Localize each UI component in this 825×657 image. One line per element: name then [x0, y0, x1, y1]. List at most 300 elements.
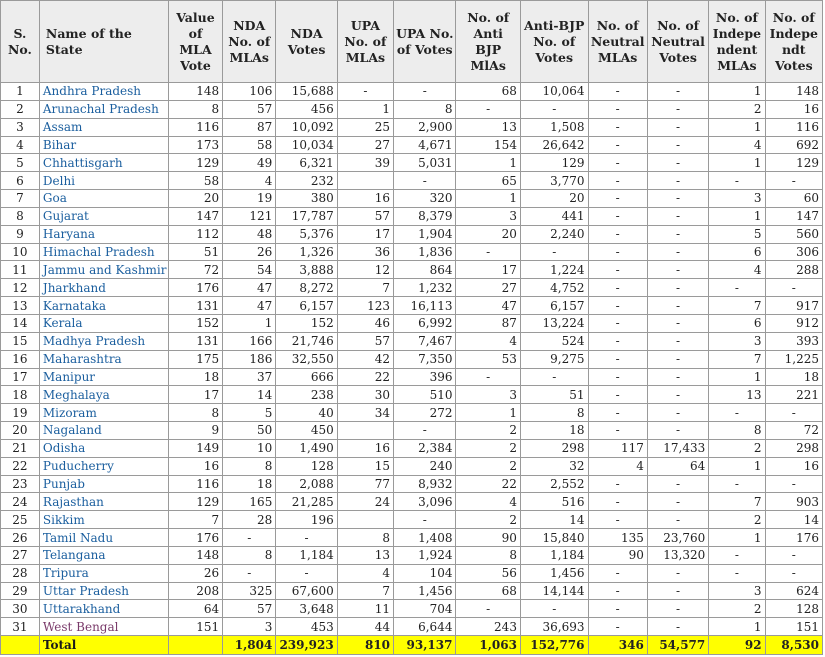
cell-nda-votes: 238 [276, 386, 337, 404]
cell-neutral-votes: - [647, 261, 708, 279]
cell-sno: 11 [1, 261, 40, 279]
cell-mla-vote-value: 51 [168, 243, 222, 261]
cell-anti-bjp-mlas: 90 [456, 529, 520, 547]
cell-anti-bjp-votes: 9,275 [520, 350, 588, 368]
table-row [1, 207, 823, 225]
cell-sno: 1 [1, 83, 40, 101]
cell-mla-vote-value: 16 [168, 457, 222, 475]
cell-independent-mlas: 1 [709, 529, 765, 547]
cell-neutral-mlas: - [588, 118, 647, 136]
cell-anti-bjp-mlas: 4 [456, 493, 520, 511]
cell-neutral-mlas: - [588, 279, 647, 297]
cell-upa-mlas: 77 [337, 475, 393, 493]
cell-independent-mlas: 3 [709, 332, 765, 350]
cell-upa-mlas: - [337, 83, 393, 101]
cell-independent-mlas: 1 [709, 368, 765, 386]
table-row [1, 83, 823, 101]
cell-nda-mlas: - [223, 564, 276, 582]
cell-state[interactable]: Kerala [39, 314, 168, 332]
cell-upa-mlas: 7 [337, 582, 393, 600]
cell-anti-bjp-votes: 129 [520, 154, 588, 172]
cell-neutral-mlas: 135 [588, 529, 647, 547]
cell-independent-votes: 298 [765, 439, 822, 457]
cell-nda-votes: 196 [276, 511, 337, 529]
cell-mla-vote-value: 131 [168, 332, 222, 350]
cell-sno: 17 [1, 368, 40, 386]
cell-neutral-mlas: - [588, 172, 647, 190]
cell-independent-mlas: 3 [709, 582, 765, 600]
cell-anti-bjp-votes: - [520, 600, 588, 618]
cell-nda-votes: 380 [276, 190, 337, 208]
cell-upa-mlas: 25 [337, 118, 393, 136]
cell-neutral-mlas: - [588, 83, 647, 101]
cell-independent-votes: - [765, 564, 822, 582]
cell-upa-votes: 396 [394, 368, 456, 386]
cell-upa-mlas: 24 [337, 493, 393, 511]
cell-state[interactable]: Punjab [39, 475, 168, 493]
cell-state[interactable]: Sikkim [39, 511, 168, 529]
cell-nda-mlas: 8 [223, 546, 276, 564]
cell-neutral-votes: - [647, 422, 708, 440]
cell-independent-mlas: 1 [709, 83, 765, 101]
cell-upa-mlas [337, 511, 393, 529]
cell-neutral-mlas: - [588, 154, 647, 172]
cell-anti-bjp-mlas: 154 [456, 136, 520, 154]
cell-anti-bjp-votes: 20 [520, 190, 588, 208]
cell-anti-bjp-votes: - [520, 100, 588, 118]
cell-upa-mlas: 8 [337, 529, 393, 547]
cell-anti-bjp-mlas: 2 [456, 422, 520, 440]
cell-state[interactable]: Meghalaya [39, 386, 168, 404]
cell-neutral-votes: - [647, 225, 708, 243]
cell-mla-vote-value: 147 [168, 207, 222, 225]
cell-nda-votes: 21,746 [276, 332, 337, 350]
cell-neutral-votes: 17,433 [647, 439, 708, 457]
cell-state[interactable]: Telangana [39, 546, 168, 564]
cell-nda-mlas: 26 [223, 243, 276, 261]
cell-neutral-votes: - [647, 83, 708, 101]
cell-sno: 19 [1, 404, 40, 422]
cell-independent-votes: - [765, 279, 822, 297]
cell-upa-votes: 272 [394, 404, 456, 422]
cell-anti-bjp-mlas: 1 [456, 404, 520, 422]
cell-neutral-votes: - [647, 136, 708, 154]
cell-independent-votes: 288 [765, 261, 822, 279]
cell-neutral-mlas: - [588, 100, 647, 118]
cell-independent-votes: 116 [765, 118, 822, 136]
cell-upa-mlas: 30 [337, 386, 393, 404]
cell-anti-bjp-votes: 1,456 [520, 564, 588, 582]
cell-neutral-mlas: - [588, 618, 647, 636]
cell-upa-votes: 6,992 [394, 314, 456, 332]
cell-sno: 28 [1, 564, 40, 582]
cell-state[interactable]: Tripura [39, 564, 168, 582]
cell-neutral-mlas: - [588, 493, 647, 511]
cell-anti-bjp-votes: 13,224 [520, 314, 588, 332]
cell-upa-mlas: 36 [337, 243, 393, 261]
cell-state[interactable]: Andhra Pradesh [39, 83, 168, 101]
cell-anti-bjp-mlas: 2 [456, 439, 520, 457]
cell-independent-mlas: 3 [709, 190, 765, 208]
cell-state[interactable]: Himachal Pradesh [39, 243, 168, 261]
cell-neutral-votes: - [647, 493, 708, 511]
cell-independent-votes: 14 [765, 511, 822, 529]
cell-anti-bjp-mlas: 68 [456, 582, 520, 600]
cell-upa-votes: 1,408 [394, 529, 456, 547]
cell-upa-mlas: 13 [337, 546, 393, 564]
cell-state[interactable]: Manipur [39, 368, 168, 386]
cell-neutral-mlas: - [588, 600, 647, 618]
cell-independent-mlas: 2 [709, 100, 765, 118]
cell-state[interactable]: Uttarakhand [39, 600, 168, 618]
cell-neutral-votes: - [647, 600, 708, 618]
cell-independent-mlas: 4 [709, 261, 765, 279]
table-row [1, 457, 823, 475]
cell-anti-bjp-mlas: - [456, 600, 520, 618]
cell-mla-vote-value: 131 [168, 297, 222, 315]
cell-state[interactable]: Assam [39, 118, 168, 136]
cell-independent-votes: 560 [765, 225, 822, 243]
cell-neutral-votes: - [647, 243, 708, 261]
cell-independent-mlas: 1 [709, 457, 765, 475]
cell-independent-votes: - [765, 404, 822, 422]
cell-independent-mlas: - [709, 564, 765, 582]
cell-neutral-votes: 23,760 [647, 529, 708, 547]
cell-anti-bjp-mlas: 1 [456, 154, 520, 172]
cell-nda-mlas: 47 [223, 297, 276, 315]
table-row [1, 350, 823, 368]
table-row [1, 172, 823, 190]
cell-upa-votes: 1,232 [394, 279, 456, 297]
cell-anti-bjp-votes: - [520, 368, 588, 386]
cell-independent-mlas: 6 [709, 314, 765, 332]
cell-neutral-votes: - [647, 100, 708, 118]
cell-neutral-votes: - [647, 118, 708, 136]
cell-neutral-mlas: - [588, 386, 647, 404]
header-nda-votes: NDA Votes [276, 1, 337, 83]
cell-anti-bjp-votes: 3,770 [520, 172, 588, 190]
cell-anti-bjp-mlas: 13 [456, 118, 520, 136]
cell-nda-votes: 6,321 [276, 154, 337, 172]
table-row [1, 404, 823, 422]
cell-independent-mlas: 7 [709, 350, 765, 368]
cell-sno: 21 [1, 439, 40, 457]
cell-nda-mlas: 49 [223, 154, 276, 172]
table-row [1, 136, 823, 154]
cell-state[interactable]: Puducherry [39, 457, 168, 475]
table-row [1, 332, 823, 350]
cell-anti-bjp-votes: 1,508 [520, 118, 588, 136]
cell-upa-mlas: 27 [337, 136, 393, 154]
cell-state[interactable]: Karnataka [39, 297, 168, 315]
cell-nda-mlas: - [223, 529, 276, 547]
cell-state[interactable]: Bihar [39, 136, 168, 154]
cell-upa-mlas: 39 [337, 154, 393, 172]
cell-mla-vote-value: 17 [168, 386, 222, 404]
cell-independent-mlas: 2 [709, 439, 765, 457]
cell-independent-mlas: 5 [709, 225, 765, 243]
header-nda-mlas: NDA No. of MLAs [223, 1, 276, 83]
cell-state[interactable]: Arunachal Pradesh [39, 100, 168, 118]
cell-state[interactable]: Gujarat [39, 207, 168, 225]
cell-sno: 29 [1, 582, 40, 600]
cell-upa-mlas: 57 [337, 332, 393, 350]
cell-nda-mlas: 48 [223, 225, 276, 243]
cell-mla-vote-value: 176 [168, 279, 222, 297]
cell-neutral-mlas: - [588, 564, 647, 582]
cell-independent-mlas: 1 [709, 207, 765, 225]
cell-mla-vote-value: 8 [168, 404, 222, 422]
cell-sno: 8 [1, 207, 40, 225]
cell-independent-votes: 16 [765, 457, 822, 475]
cell-sno [1, 636, 40, 655]
cell-neutral-mlas: 117 [588, 439, 647, 457]
cell-nda-mlas: 121 [223, 207, 276, 225]
cell-anti-bjp-votes: 1,224 [520, 261, 588, 279]
cell-upa-votes: 8,379 [394, 207, 456, 225]
cell-mla-vote-value: 129 [168, 493, 222, 511]
cell-independent-mlas: - [709, 475, 765, 493]
table-row [1, 100, 823, 118]
cell-anti-bjp-mlas: 2 [456, 457, 520, 475]
cell-independent-votes: - [765, 172, 822, 190]
cell-mla-vote-value: 8 [168, 100, 222, 118]
cell-anti-bjp-mlas: - [456, 100, 520, 118]
cell-state[interactable]: Goa [39, 190, 168, 208]
cell-neutral-mlas: - [588, 422, 647, 440]
cell-neutral-mlas: - [588, 225, 647, 243]
cell-anti-bjp-mlas: 3 [456, 386, 520, 404]
cell-mla-vote-value: 208 [168, 582, 222, 600]
cell-nda-votes: 8,272 [276, 279, 337, 297]
cell-state[interactable]: Odisha [39, 439, 168, 457]
cell-independent-mlas: 13 [709, 386, 765, 404]
cell-neutral-votes: - [647, 172, 708, 190]
table-row [1, 422, 823, 440]
cell-independent-votes: 147 [765, 207, 822, 225]
cell-upa-votes: 2,384 [394, 439, 456, 457]
cell-nda-mlas: 1 [223, 314, 276, 332]
cell-nda-votes: 1,184 [276, 546, 337, 564]
cell-state[interactable]: West Bengal [39, 618, 168, 636]
cell-neutral-votes: - [647, 618, 708, 636]
cell-nda-votes: 1,326 [276, 243, 337, 261]
cell-anti-bjp-votes: 152,776 [520, 636, 588, 655]
header-neutral-votes: No. of Neutral Votes [647, 1, 708, 83]
cell-nda-mlas: 57 [223, 600, 276, 618]
cell-independent-votes: 18 [765, 368, 822, 386]
table-row [1, 243, 823, 261]
cell-upa-votes: - [394, 172, 456, 190]
cell-upa-mlas: 34 [337, 404, 393, 422]
cell-independent-mlas: - [709, 546, 765, 564]
cell-sno: 15 [1, 332, 40, 350]
table-row [1, 118, 823, 136]
cell-anti-bjp-votes: 6,157 [520, 297, 588, 315]
cell-nda-votes: 3,648 [276, 600, 337, 618]
cell-upa-votes: 8 [394, 100, 456, 118]
cell-neutral-mlas: - [588, 404, 647, 422]
cell-anti-bjp-votes: 2,240 [520, 225, 588, 243]
cell-state[interactable]: Jammu and Kashmir [39, 261, 168, 279]
cell-neutral-mlas: - [588, 261, 647, 279]
cell-anti-bjp-votes: 14,144 [520, 582, 588, 600]
table-row [1, 154, 823, 172]
cell-neutral-votes: - [647, 279, 708, 297]
cell-neutral-votes: - [647, 386, 708, 404]
cell-anti-bjp-votes: 14 [520, 511, 588, 529]
total-row [1, 636, 823, 655]
cell-neutral-votes: - [647, 207, 708, 225]
cell-state[interactable]: Maharashtra [39, 350, 168, 368]
cell-independent-votes: 624 [765, 582, 822, 600]
cell-state[interactable]: Delhi [39, 172, 168, 190]
cell-nda-mlas: 50 [223, 422, 276, 440]
cell-mla-vote-value: 149 [168, 439, 222, 457]
cell-sno: 2 [1, 100, 40, 118]
cell-anti-bjp-mlas: 27 [456, 279, 520, 297]
cell-nda-mlas: 87 [223, 118, 276, 136]
header-anti-bjp-mlas: No. of Anti BJP MlAs [456, 1, 520, 83]
cell-nda-mlas: 1,804 [223, 636, 276, 655]
cell-state[interactable]: Uttar Pradesh [39, 582, 168, 600]
cell-sno: 25 [1, 511, 40, 529]
cell-anti-bjp-votes: - [520, 243, 588, 261]
cell-nda-votes: 40 [276, 404, 337, 422]
cell-neutral-mlas: 346 [588, 636, 647, 655]
cell-independent-votes: 16 [765, 100, 822, 118]
cell-state[interactable]: Madhya Pradesh [39, 332, 168, 350]
cell-upa-votes: 7,467 [394, 332, 456, 350]
cell-nda-mlas: 106 [223, 83, 276, 101]
cell-mla-vote-value: 129 [168, 154, 222, 172]
cell-mla-vote-value: 151 [168, 618, 222, 636]
table-row [1, 618, 823, 636]
cell-sno: 18 [1, 386, 40, 404]
cell-sno: 7 [1, 190, 40, 208]
cell-anti-bjp-mlas: 1,063 [456, 636, 520, 655]
table-row [1, 439, 823, 457]
table-row [1, 564, 823, 582]
cell-state[interactable]: Chhattisgarh [39, 154, 168, 172]
cell-nda-votes: 67,600 [276, 582, 337, 600]
header-independent-mlas: No. of Indepe ndent MLAs [709, 1, 765, 83]
cell-independent-votes: - [765, 475, 822, 493]
cell-mla-vote-value: 175 [168, 350, 222, 368]
cell-anti-bjp-mlas: 1 [456, 190, 520, 208]
cell-independent-votes: 129 [765, 154, 822, 172]
cell-state[interactable]: Nagaland [39, 422, 168, 440]
cell-upa-votes: 5,031 [394, 154, 456, 172]
cell-anti-bjp-mlas: 53 [456, 350, 520, 368]
cell-nda-votes: 32,550 [276, 350, 337, 368]
cell-neutral-votes: - [647, 368, 708, 386]
header-anti-bjp-votes: Anti-BJP No. of Votes [520, 1, 588, 83]
cell-independent-votes: 72 [765, 422, 822, 440]
cell-neutral-votes: - [647, 564, 708, 582]
cell-neutral-votes: 64 [647, 457, 708, 475]
cell-independent-votes: 306 [765, 243, 822, 261]
cell-nda-votes: 17,787 [276, 207, 337, 225]
cell-nda-mlas: 4 [223, 172, 276, 190]
cell-sno: 9 [1, 225, 40, 243]
cell-anti-bjp-mlas: - [456, 368, 520, 386]
cell-upa-mlas: 15 [337, 457, 393, 475]
cell-mla-vote-value: 9 [168, 422, 222, 440]
cell-anti-bjp-votes: 516 [520, 493, 588, 511]
cell-mla-vote-value: 72 [168, 261, 222, 279]
cell-anti-bjp-votes: 524 [520, 332, 588, 350]
cell-anti-bjp-votes: 441 [520, 207, 588, 225]
cell-upa-mlas [337, 172, 393, 190]
cell-independent-votes: 917 [765, 297, 822, 315]
cell-upa-mlas: 1 [337, 100, 393, 118]
cell-nda-votes: - [276, 564, 337, 582]
cell-neutral-votes: - [647, 475, 708, 493]
cell-sno: 26 [1, 529, 40, 547]
table-body [1, 83, 823, 655]
cell-mla-vote-value [168, 636, 222, 655]
cell-nda-votes: 3,888 [276, 261, 337, 279]
cell-neutral-votes: - [647, 404, 708, 422]
cell-neutral-mlas: - [588, 314, 647, 332]
cell-nda-mlas: 57 [223, 100, 276, 118]
cell-nda-votes: - [276, 529, 337, 547]
cell-nda-votes: 666 [276, 368, 337, 386]
cell-mla-vote-value: 116 [168, 118, 222, 136]
cell-anti-bjp-mlas: 4 [456, 332, 520, 350]
cell-upa-votes: 1,904 [394, 225, 456, 243]
cell-sno: 23 [1, 475, 40, 493]
cell-mla-vote-value: 7 [168, 511, 222, 529]
cell-neutral-mlas: - [588, 511, 647, 529]
cell-nda-votes: 152 [276, 314, 337, 332]
cell-nda-mlas: 3 [223, 618, 276, 636]
cell-neutral-mlas: - [588, 582, 647, 600]
header-upa-votes: UPA No. of Votes [394, 1, 456, 83]
cell-state[interactable]: Rajasthan [39, 493, 168, 511]
cell-nda-mlas: 5 [223, 404, 276, 422]
cell-upa-mlas: 4 [337, 564, 393, 582]
cell-independent-votes: 151 [765, 618, 822, 636]
cell-mla-vote-value: 173 [168, 136, 222, 154]
cell-independent-votes: 221 [765, 386, 822, 404]
table-row [1, 297, 823, 315]
cell-anti-bjp-mlas: 47 [456, 297, 520, 315]
cell-upa-mlas: 123 [337, 297, 393, 315]
cell-state[interactable]: Mizoram [39, 404, 168, 422]
cell-neutral-mlas: - [588, 475, 647, 493]
cell-state[interactable]: Haryana [39, 225, 168, 243]
cell-neutral-mlas: - [588, 297, 647, 315]
cell-upa-mlas: 17 [337, 225, 393, 243]
cell-sno: 24 [1, 493, 40, 511]
cell-upa-votes: 2,900 [394, 118, 456, 136]
cell-nda-votes: 1,490 [276, 439, 337, 457]
cell-state[interactable]: Jharkhand [39, 279, 168, 297]
cell-upa-mlas: 12 [337, 261, 393, 279]
cell-independent-mlas: 92 [709, 636, 765, 655]
cell-independent-mlas: 1 [709, 154, 765, 172]
cell-mla-vote-value: 64 [168, 600, 222, 618]
cell-independent-votes: 176 [765, 529, 822, 547]
cell-state[interactable]: Tamil Nadu [39, 529, 168, 547]
cell-mla-vote-value: 18 [168, 368, 222, 386]
table-row [1, 368, 823, 386]
cell-nda-mlas: 37 [223, 368, 276, 386]
table-row [1, 190, 823, 208]
cell-sno: 3 [1, 118, 40, 136]
